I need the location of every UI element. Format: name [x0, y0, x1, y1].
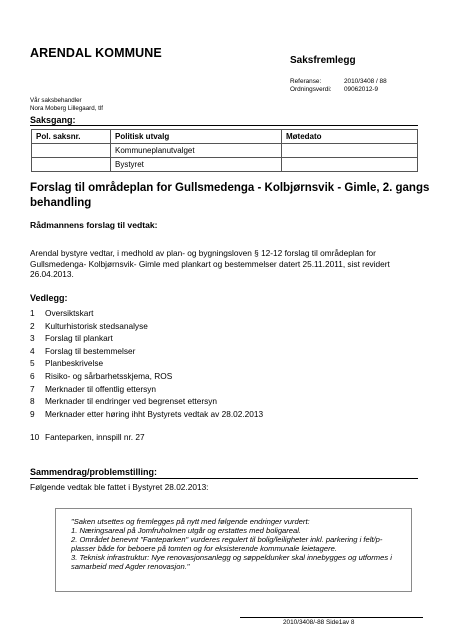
- reference-block: [290, 78, 387, 94]
- column-header: Politisk utvalg: [111, 130, 282, 144]
- item-number: 8: [30, 396, 35, 407]
- item-text: Merknader til offentlig ettersyn: [45, 383, 156, 394]
- item-text: Planbeskrivelse: [45, 358, 104, 369]
- table-cell: Bystyret: [111, 158, 282, 172]
- case-officer-label: Vår saksbehandler: [30, 97, 82, 104]
- saksgang-heading: Saksgang:: [30, 115, 76, 125]
- reference-label: Referanse:: [290, 78, 322, 85]
- document-title: Forslag til områdeplan for Gullsmedenga - Kolbjørnsvik - Gimle, 2. gangs behandling: [30, 182, 430, 209]
- divider: [30, 125, 418, 126]
- table-row: [32, 144, 418, 158]
- item-number: 5: [30, 358, 35, 369]
- proposal-text: Arendal bystyre vedtar, i medhold av plan- og bygningsloven § 12-12 forslag til områdeplan for Gullsmedenga- Kolbjørnsvik- Gimle med plankart og bestemmelser datert 25.11.2011, sist revidert 26.04.2013.: [30, 248, 390, 279]
- case-officer-name: Nora Moberg Lillegaard, tlf: [30, 104, 103, 112]
- item-text: Fanteparken, innspill nr. 27: [45, 431, 145, 442]
- item-number: 3: [30, 333, 35, 344]
- table-cell: [32, 158, 111, 172]
- summary-heading: Sammendrag/problemstilling:: [30, 467, 158, 477]
- table-cell: [32, 144, 111, 158]
- ordering-label: Ordningsverdi:: [290, 86, 332, 93]
- attachments-heading: Vedlegg:: [30, 293, 68, 303]
- quoted-decision: [71, 517, 401, 571]
- table-cell: [282, 144, 418, 158]
- quote-line: 1. Næringsareal på Jomfruholmen utgår og erstattes med boligareal.: [71, 526, 302, 535]
- quote-line: 2. Området benevnt "Fanteparken" vurderes regulert til bolig/leiligheter inkl. parkering i felt/p-plasser både for beboere på tomten og for eksisterende kommunale leietagere.: [71, 535, 383, 553]
- item-number: 7: [30, 383, 35, 394]
- proposal-heading: Rådmannens forslag til vedtak:: [30, 220, 158, 230]
- document-type: Saksfremlegg: [290, 55, 356, 66]
- item-number: 1: [30, 308, 35, 318]
- summary-intro: Følgende vedtak ble fattet i Bystyret 28.02.2013:: [30, 482, 209, 492]
- item-number: 6: [30, 370, 35, 381]
- column-header: Pol. saksnr.: [32, 130, 111, 144]
- quote-line: "Saken utsettes og fremlegges på nytt med følgende endringer vurdert:: [71, 517, 310, 526]
- item-text: Risiko- og sårbarhetsskjema, ROS: [45, 370, 173, 381]
- organization-name: ARENDAL KOMMUNE: [30, 46, 162, 60]
- column-header: Møtedato: [282, 130, 418, 144]
- divider: [30, 478, 418, 479]
- item-text: Forslag til plankart: [45, 333, 113, 344]
- item-number: 10: [30, 431, 40, 442]
- saksgang-table: [31, 129, 418, 172]
- item-number: 9: [30, 408, 35, 419]
- item-text: Forslag til bestemmelser: [45, 345, 136, 356]
- item-text: Oversiktskart: [45, 308, 94, 318]
- item-number: 4: [30, 345, 35, 356]
- ordering-value: 09062012-9: [344, 86, 379, 93]
- item-text: Kulturhistorisk stedsanalyse: [45, 320, 148, 331]
- table-cell: [282, 158, 418, 172]
- footer-divider: [240, 617, 423, 618]
- item-number: 2: [30, 320, 35, 331]
- page-footer: 2010/3408/-88 Side1av 8: [283, 619, 355, 626]
- table-cell: Kommuneplanutvalget: [111, 144, 282, 158]
- quote-line: 3. Teknisk infrastruktur: Nye renovasjonsanlegg og søppeldunker skal innebygges og utformes i samarbeid med Agder renovasjon.": [71, 553, 392, 571]
- table-header-row: [32, 130, 418, 144]
- item-text: Merknader etter høring ihht Bystyrets vedtak av 28.02.2013: [45, 408, 264, 419]
- reference-value: 2010/3408 / 88: [344, 78, 387, 85]
- item-text: Merknader til endringer ved begrenset ettersyn: [45, 396, 218, 407]
- case-officer-block: [30, 97, 103, 112]
- table-row: [32, 158, 418, 172]
